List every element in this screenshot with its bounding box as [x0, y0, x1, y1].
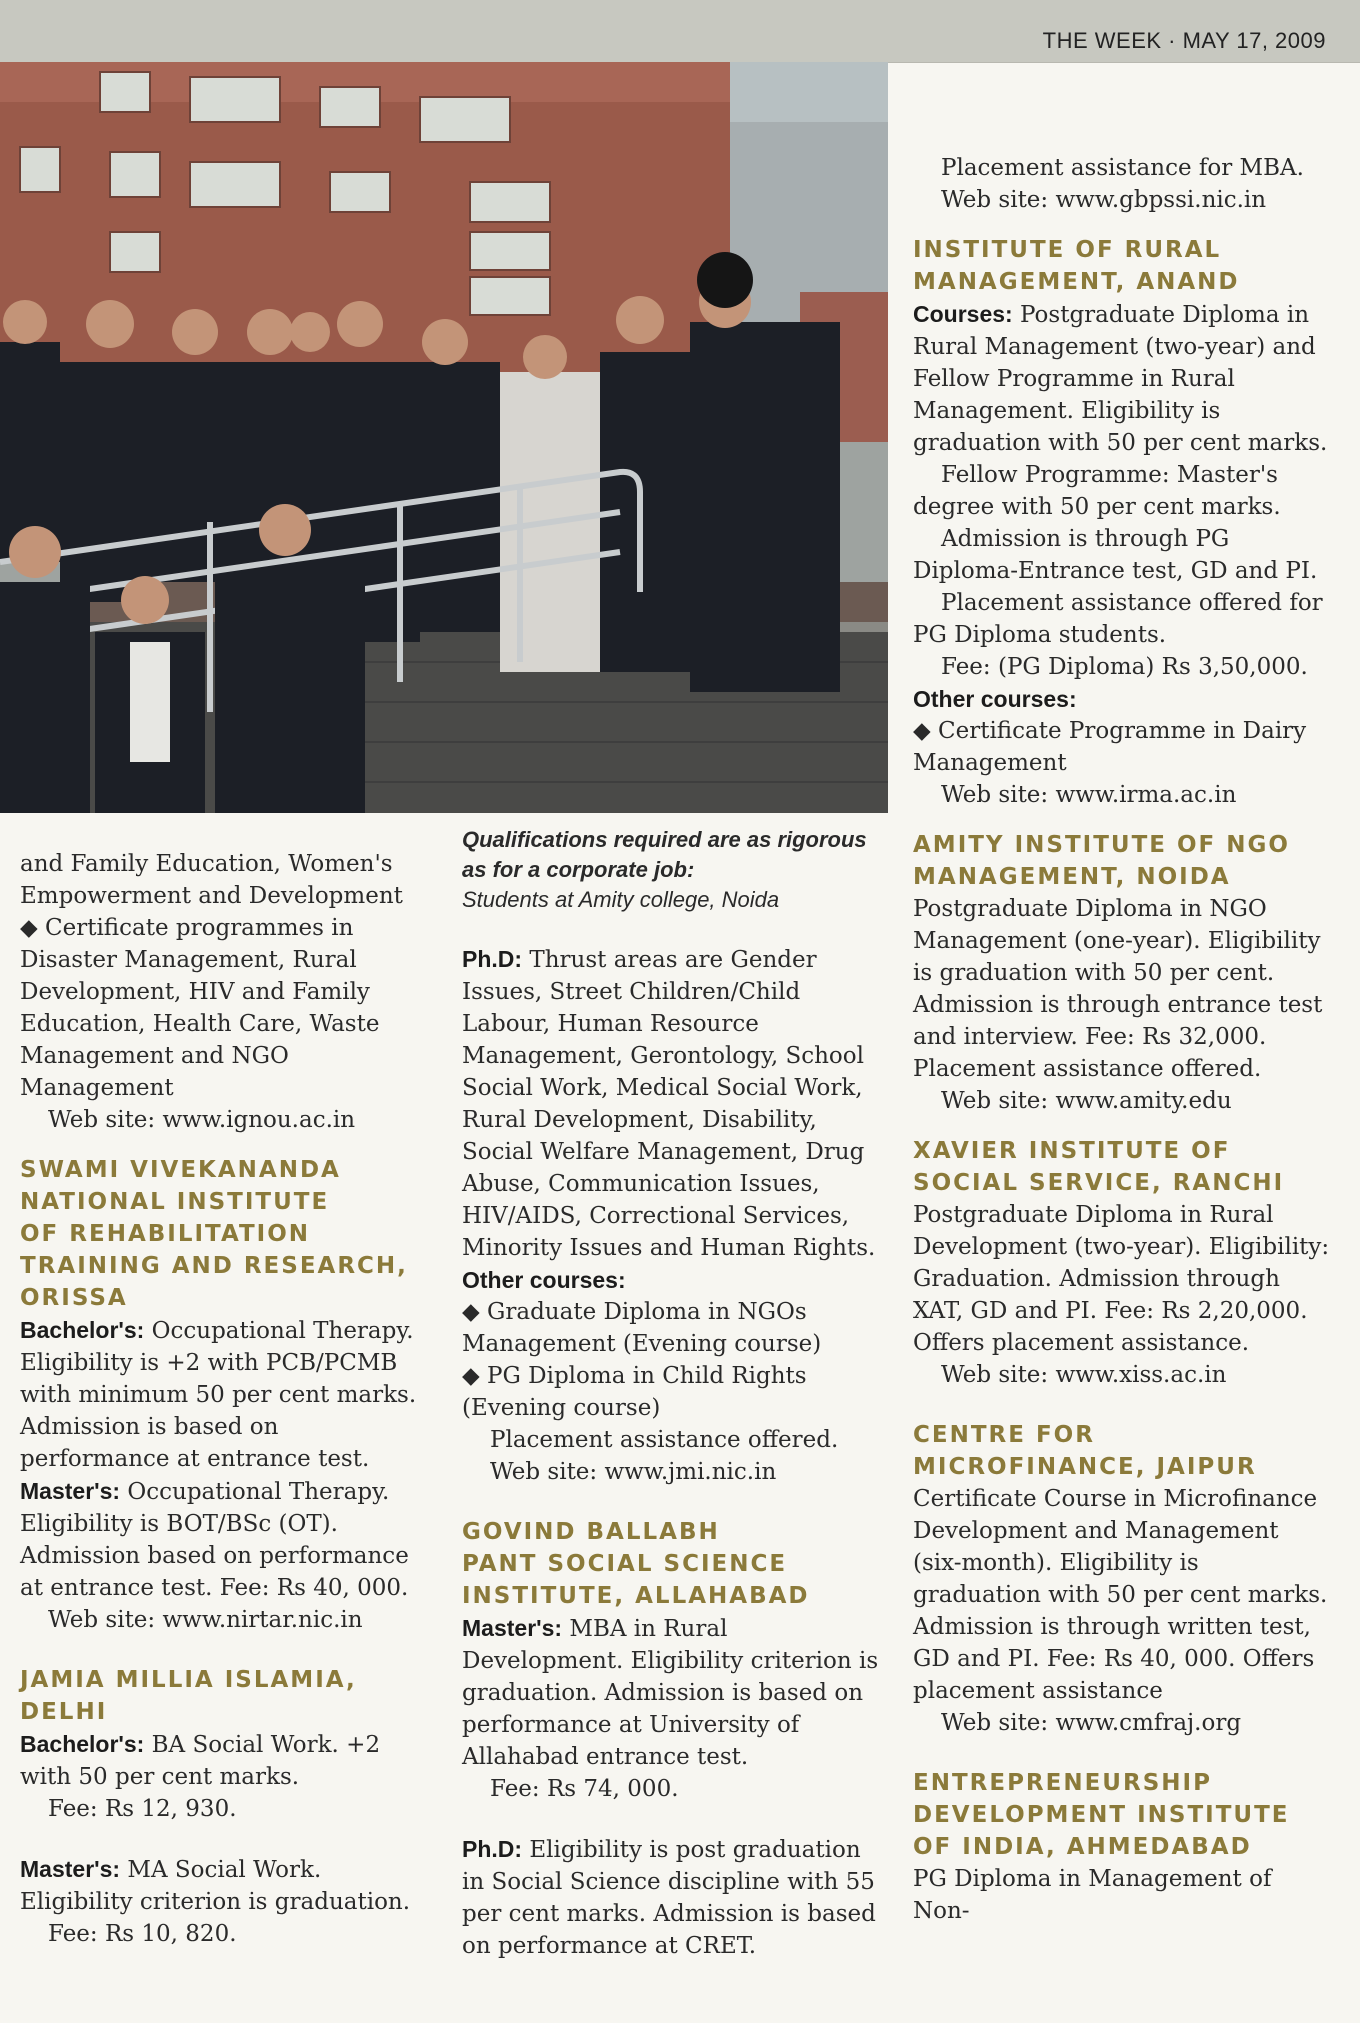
irma-web: Web site: www.irma.ac.in [941, 782, 1237, 808]
heading-svni-4: TRAINING AND RESEARCH, [20, 1253, 408, 1279]
column-1 [20, 848, 435, 1950]
irma-courses-text: Postgraduate Diploma in Rural Management (two-year) and Fellow Programme in Rural Management. Eligibility is graduation with 50 per cent marks. [913, 302, 1328, 456]
jamia-masters [20, 1853, 435, 1918]
heading-xiss-2: SOCIAL SERVICE, RANCHI [913, 1170, 1285, 1196]
svni-bachelors [20, 1314, 435, 1475]
gb-masters-label: Master's: [462, 1615, 563, 1641]
gb-masters [462, 1612, 882, 1773]
heading-svni-1: SWAMI VIVEKANANDA [20, 1157, 341, 1183]
heading-cmf-1: CENTRE FOR [913, 1422, 1095, 1448]
svni-masters-label: Master's: [20, 1478, 121, 1504]
heading-cmf-2: MICROFINANCE, JAIPUR [913, 1454, 1257, 1480]
svni-web: Web site: www.nirtar.nic.in [48, 1607, 363, 1633]
heading-edi-2: DEVELOPMENT INSTITUTE [913, 1802, 1290, 1828]
column-2 [462, 825, 882, 1962]
irma-placement: Placement assistance offered for PG Diploma students. [913, 590, 1323, 648]
col1-intro: and Family Education, Women's Empowerment and Development [20, 851, 403, 909]
students-photo [0, 62, 888, 813]
jmi-bullet-1: ◆ Graduate Diploma in NGOs Management (Evening course) [462, 1299, 822, 1357]
xiss-text: Postgraduate Diploma in Rural Development (two-year). Eligibility: Graduation. Admission through XAT, GD and PI. Fee: Rs 2,20,000. Offers placement assistance. [913, 1202, 1330, 1356]
amity-text: Postgraduate Diploma in NGO Management (one-year). Eligibility is graduation with 50 per cent. Admission is through entrance test and interview. Fee: Rs 32,000. Placement assistance offered. [913, 896, 1323, 1082]
jmi-bullet-2: ◆ PG Diploma in Child Rights (Evening course) [462, 1363, 807, 1421]
heading-svni-5: ORISSA [20, 1285, 128, 1311]
cmf-web: Web site: www.cmfraj.org [941, 1710, 1242, 1736]
jamia-bachelors [20, 1728, 435, 1793]
svni-bachelors-label: Bachelor's: [20, 1317, 145, 1343]
svni-bachelors-text: Occupational Therapy. Eligibility is +2 with PCB/PCMB with minimum 50 per cent marks. Admission is based on performance at entrance test. [20, 1318, 417, 1472]
heading-amity-2: MANAGEMENT, NOIDA [913, 864, 1231, 890]
heading-svni-3: OF REHABILITATION [20, 1221, 311, 1247]
heading-gbpssi-3: INSTITUTE, ALLAHABAD [462, 1583, 810, 1609]
cmf-text: Certificate Course in Microfinance Development and Management (six-month). Eligibility is graduation with 50 per cent marks. Admission is through written test, GD and PI. Fee: Rs 40, 000. Offers placement assistance [913, 1486, 1328, 1704]
column-3 [913, 152, 1333, 1927]
col1-web: Web site: www.ignou.ac.in [48, 1107, 356, 1133]
amity-web: Web site: www.amity.edu [941, 1088, 1232, 1114]
jamia-masters-label: Master's: [20, 1856, 121, 1882]
irma-bullet: ◆ Certificate Programme in Dairy Management [913, 718, 1307, 776]
heading-svni-2: NATIONAL INSTITUTE [20, 1189, 330, 1215]
gb-web: Web site: www.gbpssi.nic.in [941, 187, 1267, 213]
jamia-bachelors-label: Bachelor's: [20, 1731, 145, 1757]
masthead: THE WEEK · MAY 17, 2009 [1042, 28, 1326, 53]
irma-courses [913, 298, 1333, 459]
jmi-phd-text: Thrust areas are Gender Issues, Street Children/Child Labour, Human Resource Management, Gerontology, School Social Work, Medical Social Work, Rural Development, Disability, Social Welfare Management, Drug Abuse, Communication Issues, HIV/AIDS, Correctional Services, Minority Issues and Human Rights. [462, 947, 876, 1261]
heading-irma-1: INSTITUTE OF RURAL [913, 237, 1222, 263]
heading-edi-3: OF INDIA, AHMEDABAD [913, 1834, 1252, 1860]
heading-amity-1: AMITY INSTITUTE OF NGO [913, 832, 1290, 858]
gb-masters-text: MBA in Rural Development. Eligibility criterion is graduation. Admission is based on performance at University of Allahabad entrance test. [462, 1616, 879, 1770]
photo-caption [462, 825, 882, 915]
jamia-bachelors-text: BA Social Work. +2 with 50 per cent marks. [20, 1732, 381, 1790]
col1-bullet: ◆ Certificate programmes in Disaster Management, Rural Development, HIV and Family Education, Health Care, Waste Management and NGO Management [20, 915, 380, 1101]
jmi-phd-label: Ph.D: [462, 946, 523, 972]
heading-gbpssi-2: PANT SOCIAL SCIENCE [462, 1551, 788, 1577]
caption-text: Students at Amity college, Noida [462, 887, 780, 912]
irma-fellow: Fellow Programme: Master's degree with 50 per cent marks. [913, 462, 1281, 520]
jamia-fee-2: Fee: Rs 10, 820. [48, 1921, 237, 1947]
heading-gbpssi-1: GOVIND BALLABH [462, 1519, 720, 1545]
heading-edi-1: ENTREPRENEURSHIP [913, 1770, 1212, 1796]
heading-jamia-2: DELHI [20, 1699, 108, 1725]
irma-admission: Admission is through PG Diploma-Entrance test, GD and PI. [913, 526, 1318, 584]
xiss-web: Web site: www.xiss.ac.in [941, 1362, 1227, 1388]
heading-jamia-1: JAMIA MILLIA ISLAMIA, [20, 1667, 357, 1693]
jmi-placement: Placement assistance offered. [490, 1427, 839, 1453]
jamia-masters-text: MA Social Work. Eligibility criterion is graduation. [20, 1857, 411, 1915]
svni-masters [20, 1475, 435, 1604]
jmi-other-label: Other courses: [462, 1267, 626, 1293]
gb-phd-label: Ph.D: [462, 1836, 523, 1862]
jmi-web: Web site: www.jmi.nic.in [490, 1459, 777, 1485]
irma-other-label: Other courses: [913, 686, 1077, 712]
irma-courses-label: Courses: [913, 301, 1013, 327]
irma-fee: Fee: (PG Diploma) Rs 3,50,000. [941, 654, 1308, 680]
gb-fee: Fee: Rs 74, 000. [490, 1776, 679, 1802]
jmi-phd [462, 943, 882, 1264]
heading-xiss-1: XAVIER INSTITUTE OF [913, 1138, 1231, 1164]
jamia-fee-1: Fee: Rs 12, 930. [48, 1796, 237, 1822]
svni-masters-text: Occupational Therapy. Eligibility is BOT/BSc (OT). Admission based on performance at entrance test. Fee: Rs 40, 000. [20, 1479, 409, 1601]
caption-bold: Qualifications required are as rigorous as for a corporate job: [462, 827, 867, 882]
gb-placement-mba: Placement assistance for MBA. [941, 155, 1304, 181]
heading-irma-2: MANAGEMENT, ANAND [913, 269, 1240, 295]
gb-phd [462, 1833, 882, 1962]
gb-phd-text: Eligibility is post graduation in Social Science discipline with 55 per cent marks. Admission is based on performance at CRET. [462, 1837, 876, 1959]
edi-text: PG Diploma in Management of Non- [913, 1866, 1272, 1924]
